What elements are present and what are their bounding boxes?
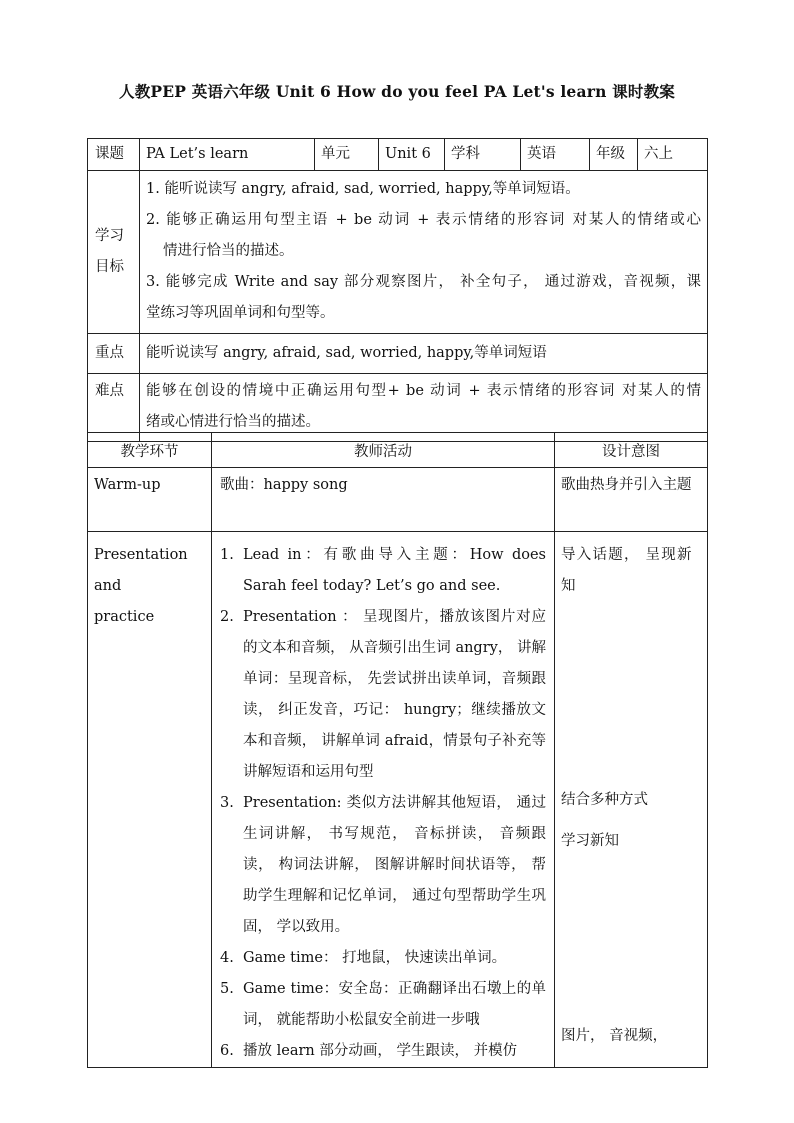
- warmup-stage: Warm-up: [88, 468, 212, 532]
- objectives-label: [88, 171, 140, 334]
- grade-value: 六上: [638, 139, 708, 171]
- subject-value: 英语: [521, 139, 590, 171]
- unit-label: 单元: [315, 139, 379, 171]
- objective-3a: 3. 能够完成 Write and say 部分观察图片， 补全句子， 通过游戏，音视频，课: [146, 274, 701, 290]
- step-text: Presentation: 类似方法讲解其他短语， 通过生词讲解， 书写规范， 音标拼读， 音频跟读， 构词法讲解， 图解讲解时间状语等， 帮助学生理解和记忆单词， 通过句型帮助学生巩固， 学以致用。: [243, 795, 546, 935]
- presentation-activity: [212, 532, 555, 1068]
- unit-value: Unit 6: [379, 139, 445, 171]
- step-item: [220, 1036, 546, 1067]
- step-number: 1.: [220, 547, 234, 563]
- step-number: 2.: [220, 609, 234, 625]
- step-number: 5.: [220, 981, 234, 997]
- activity-steps: [220, 540, 546, 1067]
- presentation-stage-line-2: practice: [94, 609, 155, 625]
- topic-label: 课题: [88, 139, 140, 171]
- objective-3b: 堂练习等巩固单词和句型等。: [146, 305, 335, 321]
- step-text: Game time：安全岛：正确翻译出石墩上的单词， 就能帮助小松鼠安全前进一步哦: [243, 981, 546, 1028]
- step-item: [220, 540, 546, 602]
- intent-spacer-3: [561, 857, 701, 1021]
- teaching-process-table: [87, 432, 708, 1068]
- subject-label: 学科: [445, 139, 521, 171]
- step-text: Game time： 打地鼠， 快速读出单词。: [243, 950, 507, 966]
- intent-spacer-1: [561, 602, 701, 785]
- intent-spacer-2: [561, 816, 701, 826]
- warmup-activity: 歌曲：happy song: [212, 468, 555, 532]
- difficulty-line-2: 绪或心情进行恰当的描述。: [146, 414, 320, 430]
- step-text: Presentation ： 呈现图片，播放该图片对应的文本和音频， 从音频引出生词 angry， 讲解单词：呈现音标， 先尝试拼出读单词，音频跟读， 纠正发音，巧记： hungry；继续播放文本和音频， 讲解单词 afraid，情景句子补充等讲解短语和运用句型: [243, 609, 546, 780]
- warmup-intent: 歌曲热身并引入主题: [555, 468, 708, 532]
- intent-intro: 导入话题， 呈现新知: [561, 547, 692, 594]
- intent-methods-line-2: 学习新知: [561, 833, 619, 849]
- presentation-stage-line-1: Presentation and: [94, 547, 188, 594]
- objective-1: 1. 能听说读写 angry, afraid, sad, worried, happy,等单词短语。: [146, 181, 580, 197]
- header-activity: 教师活动: [212, 433, 555, 468]
- intent-methods-line-1: 结合多种方式: [561, 792, 648, 808]
- presentation-stage: [88, 532, 212, 1068]
- intent-media: 图片， 音视频，: [561, 1028, 668, 1044]
- objectives-label-text: 学习目标: [95, 228, 124, 275]
- document-title: 人教PEP 英语六年级 Unit 6 How do you feel PA Let's learn 课时教案: [119, 82, 675, 101]
- step-text: Lead in：有歌曲导入主题：How does Sarah feel today? Let’s go and see.: [243, 547, 546, 594]
- step-number: 6.: [220, 1043, 234, 1059]
- header-stage: 教学环节: [88, 433, 212, 468]
- grade-label: 年级: [590, 139, 638, 171]
- step-item: [220, 788, 546, 943]
- step-text: 播放 learn 部分动画， 学生跟读， 并模仿: [243, 1043, 518, 1059]
- step-number: 3.: [220, 795, 234, 811]
- presentation-intent: [555, 532, 708, 1068]
- objective-2b: 情进行恰当的描述。: [163, 243, 294, 259]
- topic-value: PA Let’s learn: [140, 139, 315, 171]
- step-item: [220, 943, 546, 974]
- step-item: [220, 602, 546, 788]
- objectives-content: [140, 171, 708, 334]
- objective-2a: 2. 能够正确运用句型主语 + be 动词 + 表示情绪的形容词 对某人的情绪或心: [146, 212, 701, 228]
- key-points-label: 重点: [88, 334, 140, 374]
- step-number: 4.: [220, 950, 234, 966]
- difficulties-label: 难点: [88, 374, 140, 442]
- key-points-text: 能听说读写 angry, afraid, sad, worried, happy,等单词短语: [140, 334, 708, 374]
- lesson-info-table: [87, 138, 708, 442]
- difficulty-line-1: 能够在创设的情境中正确运用句型+ be 动词 + 表示情绪的形容词 对某人的情: [146, 383, 701, 399]
- header-intent: 设计意图: [555, 433, 708, 468]
- step-item: [220, 974, 546, 1036]
